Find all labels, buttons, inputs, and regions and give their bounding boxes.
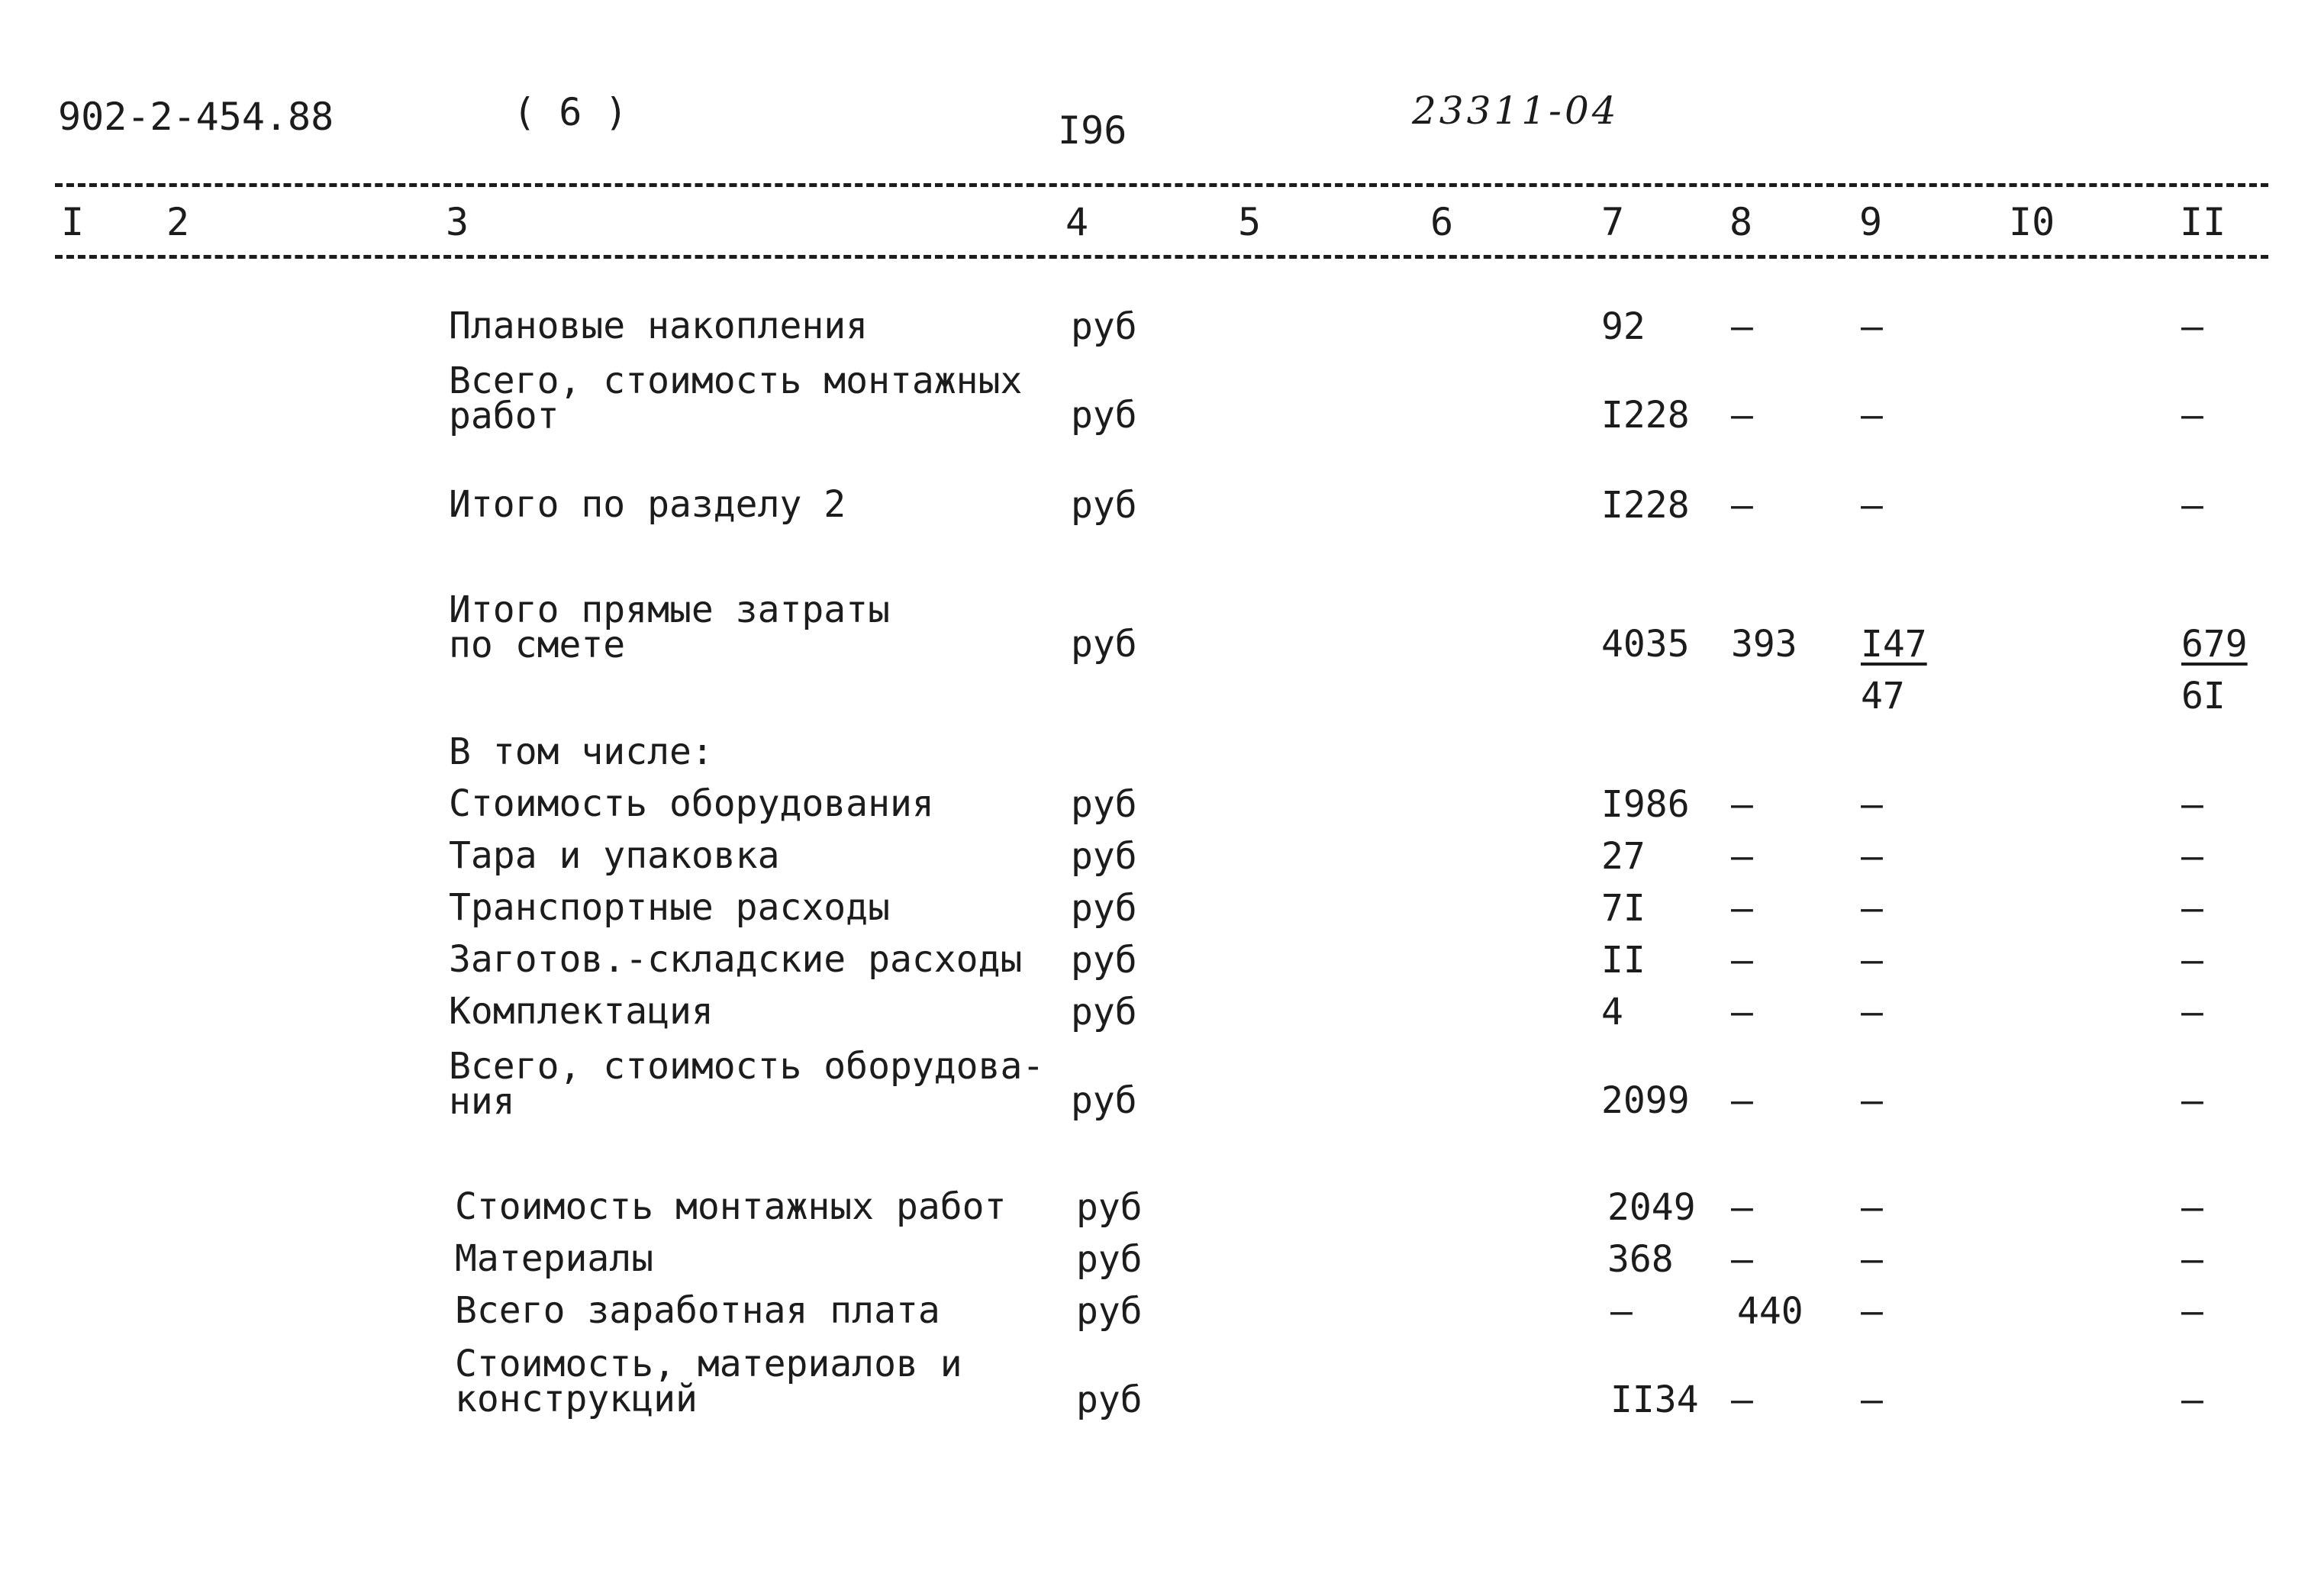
row-value-col8: – [1731, 305, 1753, 348]
row-value-col11: – [2181, 1290, 2203, 1333]
row-unit: руб [1071, 835, 1137, 878]
row-value-col9: – [1861, 305, 1883, 348]
header-top-rule [55, 183, 2268, 187]
row-unit: руб [1076, 1290, 1143, 1333]
row-value-col8: 393 [1731, 623, 1797, 666]
row-value-col11-secondary: 6I [2181, 675, 2226, 717]
row-unit: руб [1071, 394, 1137, 437]
row-value-col7: I986 [1601, 783, 1690, 826]
row-unit: руб [1076, 1186, 1143, 1229]
row-value-col7: 2099 [1601, 1079, 1690, 1122]
column-number-11: II [2180, 200, 2226, 244]
row-label: Всего заработная плата [455, 1289, 940, 1332]
row-value-col11: – [2181, 939, 2203, 982]
row-unit: руб [1071, 484, 1137, 527]
row-value-col11: – [2181, 1238, 2203, 1281]
row-value-col8: – [1731, 835, 1753, 878]
document-code: 902-2-454.88 [58, 95, 334, 139]
row-label: Итого по разделу 2 [449, 483, 846, 526]
row-label: Тара и упаковка [449, 834, 780, 877]
row-value-col9: – [1861, 939, 1883, 982]
row-value-col11: – [2181, 783, 2203, 826]
row-unit: руб [1076, 1238, 1143, 1281]
row-value-col8: – [1731, 1079, 1753, 1122]
row-value-col11: – [2181, 1186, 2203, 1229]
row-label: Всего, стоимость монтажных работ [449, 360, 1023, 437]
row-value-col7: 4 [1601, 991, 1623, 1033]
row-label: Всего, стоимость оборудова- ния [449, 1045, 1045, 1123]
row-label: Стоимость монтажных работ [455, 1185, 1007, 1228]
row-label: Стоимость оборудования [449, 782, 934, 825]
column-number-9: 9 [1859, 200, 1883, 244]
row-unit: руб [1076, 1378, 1143, 1421]
sheet-mark: ( 6 ) [513, 90, 628, 134]
row-value-col8: – [1731, 939, 1753, 982]
row-value-col9: – [1861, 1238, 1883, 1281]
row-value-col7: 368 [1607, 1238, 1674, 1281]
row-value-col9: – [1861, 991, 1883, 1033]
row-value-col11: – [2181, 887, 2203, 930]
row-label: Плановые накопления [449, 305, 869, 347]
row-label: Заготов.-складские расходы [449, 938, 1023, 981]
row-value-col8: – [1731, 484, 1753, 527]
row-value-col9: – [1861, 484, 1883, 527]
row-unit: руб [1071, 783, 1137, 826]
row-value-col8: – [1731, 1238, 1753, 1281]
row-value-col8: – [1731, 887, 1753, 930]
handwritten-registration-number: 23311-04 [1412, 89, 1620, 133]
row-value-col9-secondary: 47 [1861, 675, 1905, 717]
row-value-col8: – [1731, 783, 1753, 826]
row-value-col9: I47 [1861, 623, 1927, 666]
row-value-col9: – [1861, 1186, 1883, 1229]
row-value-col11: – [2181, 484, 2203, 527]
row-value-col11: – [2181, 991, 2203, 1033]
row-value-col8: – [1731, 394, 1753, 437]
row-value-col7: 92 [1601, 305, 1646, 348]
row-value-col7: II [1601, 939, 1646, 982]
row-value-col7: 27 [1601, 835, 1646, 878]
row-value-col11: – [2181, 1378, 2203, 1421]
row-value-col8: – [1731, 991, 1753, 1033]
column-number-4: 4 [1065, 200, 1089, 244]
page-number: I96 [1058, 108, 1127, 153]
row-value-col9: – [1861, 1290, 1883, 1333]
column-number-10: I0 [2009, 200, 2055, 244]
row-value-col11: 679 [2181, 623, 2248, 666]
row-label: Комплектация [449, 990, 714, 1033]
row-unit: руб [1071, 623, 1137, 666]
row-value-col9: – [1861, 1079, 1883, 1122]
row-value-col9: – [1861, 887, 1883, 930]
row-value-col7: I228 [1601, 484, 1690, 527]
row-unit: руб [1071, 305, 1137, 348]
row-value-col7: II34 [1610, 1378, 1699, 1421]
row-unit: руб [1071, 939, 1137, 982]
row-unit: руб [1071, 991, 1137, 1033]
column-number-3: 3 [446, 200, 469, 244]
column-number-2: 2 [166, 200, 190, 244]
row-value-col7: 2049 [1607, 1186, 1696, 1229]
row-unit: руб [1071, 1079, 1137, 1122]
row-value-col11: – [2181, 305, 2203, 348]
row-value-col11: – [2181, 394, 2203, 437]
row-value-col8: 440 [1737, 1290, 1804, 1333]
row-label: Материалы [455, 1237, 654, 1280]
row-label: Транспортные расходы [449, 886, 890, 929]
column-number-8: 8 [1729, 200, 1753, 244]
row-value-col8: – [1731, 1378, 1753, 1421]
row-value-col9: – [1861, 1378, 1883, 1421]
row-unit: руб [1071, 887, 1137, 930]
row-value-col7: 7I [1601, 887, 1646, 930]
section-subheading: В том числе: [449, 730, 714, 773]
row-value-col7: 4035 [1601, 623, 1690, 666]
row-value-col9: – [1861, 835, 1883, 878]
row-value-col7: I228 [1601, 394, 1690, 437]
row-value-col9: – [1861, 394, 1883, 437]
row-value-col9: – [1861, 783, 1883, 826]
row-label: Стоимость, материалов и конструкций [455, 1343, 962, 1420]
row-value-col11: – [2181, 1079, 2203, 1122]
column-number-5: 5 [1238, 200, 1262, 244]
column-number-1: I [61, 200, 85, 244]
row-value-col8: – [1731, 1186, 1753, 1229]
column-number-7: 7 [1601, 200, 1625, 244]
row-value-col7: – [1610, 1290, 1633, 1333]
header-bottom-rule [55, 255, 2268, 259]
column-number-6: 6 [1430, 200, 1454, 244]
row-label: Итого прямые затраты по смете [449, 588, 890, 666]
row-value-col11: – [2181, 835, 2203, 878]
